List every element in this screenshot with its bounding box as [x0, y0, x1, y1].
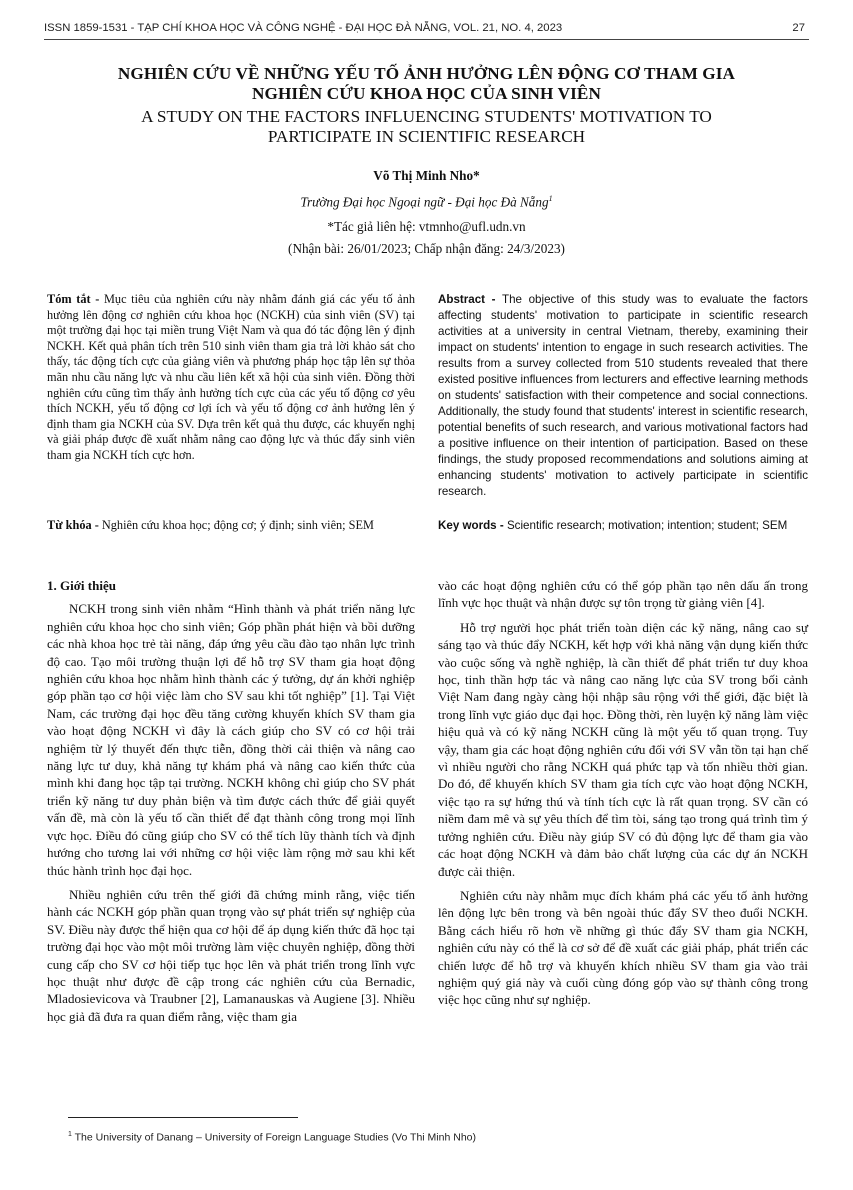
abstract-english	[438, 292, 808, 500]
abstract-en-text: The objective of this study was to evaluate the factors affecting students' motivation to participate in scientific research activities at a university in central Vietnam, thereby, examining their impact on students' intention to engage in such research activities. The results from a survey collected from 510 students revealed that there existed positive influences from lecturers and effective learning methods on students' satisfaction with their competence and social connections. Additionally, the study found that students' interest in scientific research, potential benefits of such research, and various motivational factors had a positive influence on their intention of participation. Based on these findings, the study proposed recommendations and solutions aiming at enhancing students' motivation to actively participate in scientific research.	[438, 293, 808, 498]
corresponding-author: *Tác giả liên hệ: vtmnho@ufl.udn.vn	[327, 219, 526, 235]
paragraph: Hỗ trợ người học phát triển toàn diện các kỹ năng, nâng cao sự sáng tạo và thúc đẩy NCKH, kết hợp với khả năng vận dụng kiến thức vào cuộc sống và nghề nghiệp, là cần thiết để phát triển tư duy khoa học, tinh thần hợp tác và nâng cao năng lực của SV trong bối cảnh Việt Nam đang ngày càng hội nhập sâu rộng với thế giới, đặc biệt là trong lĩnh vực giáo dục đại học. Đồng thời, rèn luyện kỹ năng làm việc hiệu quả và có kỹ năng NCKH cũng là một yếu tố quan trọng. Tuy vậy, tham gia các hoạt động nghiên cứu đối với SV vẫn tồn tại hạn chế vì nhiều người cho rằng NCKH quá phức tạp và tốn nhiều thời gian. Do đó, để khuyến khích SV tham gia tích cực vào hoạt động NCKH, việc tạo ra sự hứng thú và tính tích cực là rất quan trọng. SV cần có niềm đam mê và sự yêu thích để tìm tòi, sáng tạo trong quá trình tìm ý tưởng nghiên cứu. Điều này giúp SV có đủ động lực để tham gia vào các hoạt động NCKH và đảm bảo chất lượng của các dự án NCKH được cải thiện.	[438, 619, 808, 879]
footnote-mark: 1	[68, 1131, 72, 1138]
footnote-divider	[68, 1117, 298, 1118]
author-name: Võ Thị Minh Nho*	[373, 168, 480, 183]
title-en-line-2: PARTICIPATE IN SCIENTIFIC RESEARCH	[267, 127, 586, 146]
affiliation-footnote-mark: 1	[548, 194, 553, 203]
section-title: 1. Giới thiệu	[47, 578, 116, 593]
footnote	[68, 1131, 476, 1144]
keywords-vietnamese	[47, 517, 415, 534]
keywords-en-label: Key words -	[438, 519, 504, 532]
running-header	[44, 22, 809, 40]
author-affiliation	[44, 189, 809, 212]
page-number: 27	[792, 22, 805, 34]
keywords-vi-label: Từ khóa -	[47, 518, 99, 532]
abstract-vi-label: Tóm tắt -	[47, 292, 100, 306]
footnote-text: The University of Danang – University of Foreign Language Studies (Vo Thi Minh Nho)	[74, 1131, 476, 1144]
title-vi-line-2: NGHIÊN CỨU KHOA HỌC CỦA SINH VIÊN	[251, 84, 601, 103]
body-right-column	[438, 577, 808, 1016]
paragraph: NCKH trong sinh viên nhằm “Hình thành và phát triển năng lực nghiên cứu khoa học cho sinh viên; Góp phần phát hiện và bồi dưỡng các nhà khoa học trẻ tài năng, đáp ứng yêu cầu đào tạo nhân lực trình độ cao. Tạo môi trường thuận lợi để hỗ trợ SV tham gia hoạt động nghiên cứu khoa học nhằm hình thành các ý tưởng, dự án khởi nghiệp góp phần tạo cơ hội việc làm cho SV sau khi tốt nghiệp” [1]. Tại Việt Nam, các trường đại học đều tăng cường khuyến khích SV tham gia vào hoạt động NCKH vì đây là cách giúp cho SV có cơ hội trải nghiệm từ lý thuyết đến thực tiễn, đồng thời cải thiện và nâng cao năng lực tư duy, khả năng tự khám phá và nâng cao kiến thức của mình khi đang học tập tại trường. NCKH không chỉ giúp cho SV phát triển kỹ năng tư duy phản biện và tìm được cách thức để giải quyết vấn đề, mà còn là yếu tố cần thiết để đạt thành công trong mọi lĩnh vực học. Điều đó cũng giúp cho SV có thể tích lũy thành tích và định hướng cho tương lai với những cơ hội việc làm rộng mở sau khi kết thúc hành trình học đại học.	[47, 601, 415, 878]
title-block	[44, 64, 809, 259]
keywords-en-text: Scientific research; motivation; intention; student; SEM	[506, 519, 788, 532]
abstract-vietnamese	[47, 292, 415, 464]
paragraph: Nghiên cứu này nhằm mục đích khám phá các yếu tố ảnh hưởng lên động lực bên trong và bên ngoài thúc đẩy SV theo đuổi NCKH. Bằng cách hiểu rõ hơn về những gì thúc đẩy SV tham gia NCKH, nghiên cứu này có thể là cơ sở để đề xuất các giải pháp, phát triển các chiến lược để hỗ trợ và khuyến khích nhiều SV tham gia vào trải nghiệm quý giá này và cuối cùng đóng góp vào sự thành công trong việc học cũng như sự nghiệp.	[438, 887, 808, 1008]
title-vietnamese	[44, 64, 809, 104]
header-divider	[44, 39, 809, 40]
paragraph: Nhiều nghiên cứu trên thế giới đã chứng minh rằng, việc tiến hành các NCKH góp phần quan trọng vào sự phát triển sự nghiệp của SV. Điều này được thể hiện qua cơ hội để áp dụng kiến thức đã học tại trường đại học vào một môi trường làm việc chuyên nghiệp, đồng thời cung cấp cho SV cơ hội tiếp tục học lên và phát triển trong lĩnh vực học thuật như được đề cập trong các nghiên cứu của Bernadic, Mladosievicova và Traubner [2], Lamanauskas và Augiene [3]. Nhiều học giả đã đưa ra quan điểm rằng, việc tham gia	[47, 886, 415, 1024]
title-english	[44, 107, 809, 147]
abstract-en-label: Abstract -	[438, 293, 496, 306]
journal-header: ISSN 1859-1531 - TẠP CHÍ KHOA HỌC VÀ CÔNG NGHỆ - ĐẠI HỌC ĐÀ NẴNG, VOL. 21, NO. 4, 2023	[44, 22, 563, 34]
keywords-english	[438, 517, 808, 534]
title-en-line-1: A STUDY ON THE FACTORS INFLUENCING STUDENTS' MOTIVATION TO	[141, 107, 712, 126]
body-left-column	[47, 577, 415, 1032]
affiliation-text: Trường Đại học Ngoại ngữ - Đại học Đà Nẵng	[300, 194, 549, 210]
keywords-vi-text: Nghiên cứu khoa học; động cơ; ý định; sinh viên; SEM	[101, 518, 374, 532]
paragraph: vào các hoạt động nghiên cứu có thể góp phần tạo nên dấu ấn trong lĩnh vực học thuật và nhận được sự tôn trọng từ giảng viên [4].	[438, 578, 808, 611]
submission-dates: (Nhận bài: 26/01/2023; Chấp nhận đăng: 24/3/2023)	[288, 241, 565, 257]
title-vi-line-1: NGHIÊN CỨU VỀ NHỮNG YẾU TỐ ẢNH HƯỞNG LÊN ĐỘNG CƠ THAM GIA	[117, 64, 736, 83]
abstract-vi-text: Mục tiêu của nghiên cứu này nhằm đánh giá các yếu tố ảnh hưởng lên động cơ nghiên cứu khoa học (NCKH) của sinh viên (SV) tại một trường đại học tại miền trung Việt Nam và qua đó tác động lên ý định NCKH. Kết quả phân tích trên 510 sinh viên tham gia trả lời khảo sát cho thấy, tác động tích cực của giảng viên và phương pháp học tập lên sự thỏa mãn nhu cầu năng lực và nhu cầu liên kết xã hội của sinh viên. Đồng thời nghiên cứu cũng tìm thấy ảnh hưởng tích cực của các yếu tố động cơ yêu thích NCKH, yếu tố động cơ lợi ích và yếu tố động cơ ảnh hưởng lên ý định tham gia NCKH của SV. Dựa trên kết quả thu được, các khuyến nghị và giải pháp được đề xuất nhằm nâng cao động lực và thúc đẩy sinh viên tham gia NCKH tích cực hơn.	[47, 292, 415, 462]
